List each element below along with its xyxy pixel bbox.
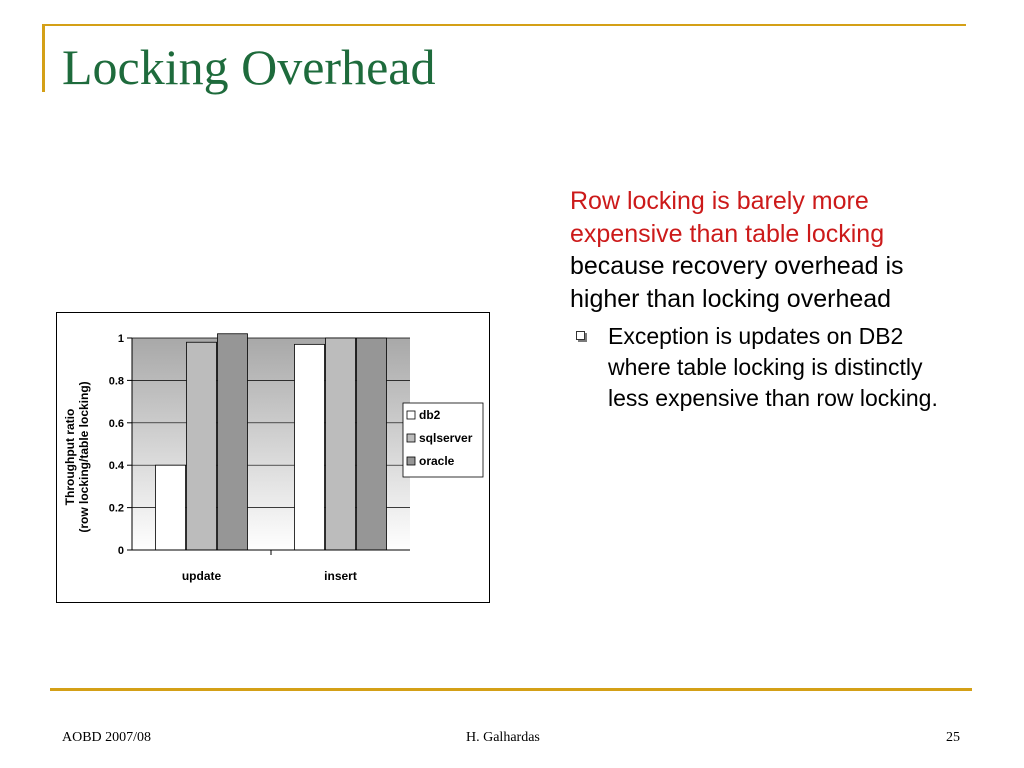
decorative-top-line	[42, 24, 966, 26]
statement-rest: because recovery overhead is higher than locking overhead	[570, 252, 904, 313]
decorative-vertical-line	[42, 24, 45, 92]
legend-label-oracle: oracle	[419, 454, 455, 468]
bar-sqlserver-update	[187, 342, 217, 550]
y-tick-label: 1	[117, 333, 124, 345]
decorative-bottom-line	[50, 688, 972, 691]
y-tick-label: 0.4	[108, 460, 124, 473]
chart-frame	[56, 312, 490, 603]
square-bullet-icon	[576, 331, 585, 340]
legend-swatch-db2	[407, 411, 415, 419]
y-tick-label: 0	[117, 545, 124, 557]
footer-course: AOBD 2007/08	[62, 730, 152, 745]
slide-text	[570, 185, 960, 414]
bullet-list	[570, 321, 960, 414]
bar-oracle-insert	[357, 338, 387, 550]
bullet-text: Exception is updates on DB2 where table locking is distinctly less expensive than row locking.	[608, 323, 938, 411]
legend-swatch-oracle	[407, 457, 415, 465]
footer-author: H. Galhardas	[466, 730, 540, 745]
legend-swatch-sqlserver	[407, 434, 415, 442]
bar-oracle-update	[218, 334, 248, 550]
bar-chart	[57, 313, 489, 602]
slide-title: Locking Overhead	[62, 39, 436, 95]
bar-db2-insert	[295, 344, 325, 550]
page-number: 25	[946, 730, 960, 745]
bar-db2-update	[156, 465, 186, 550]
y-tick-label: 0.8	[108, 375, 124, 388]
x-category-label: insert	[324, 569, 357, 583]
y-axis-label: Throughput ratio	[63, 408, 77, 506]
y-axis-label: (row locking/table locking)	[77, 381, 91, 533]
main-statement	[570, 185, 960, 315]
highlight-text: Row locking is barely more expensive than table locking	[570, 187, 885, 248]
y-tick-label: 0.6	[108, 417, 124, 430]
bullet-item	[570, 321, 960, 414]
legend-label-db2: db2	[419, 408, 441, 422]
legend-label-sqlserver: sqlserver	[419, 431, 473, 445]
y-tick-label: 0.2	[108, 502, 124, 515]
bar-sqlserver-insert	[326, 338, 356, 550]
x-category-label: update	[181, 569, 222, 583]
